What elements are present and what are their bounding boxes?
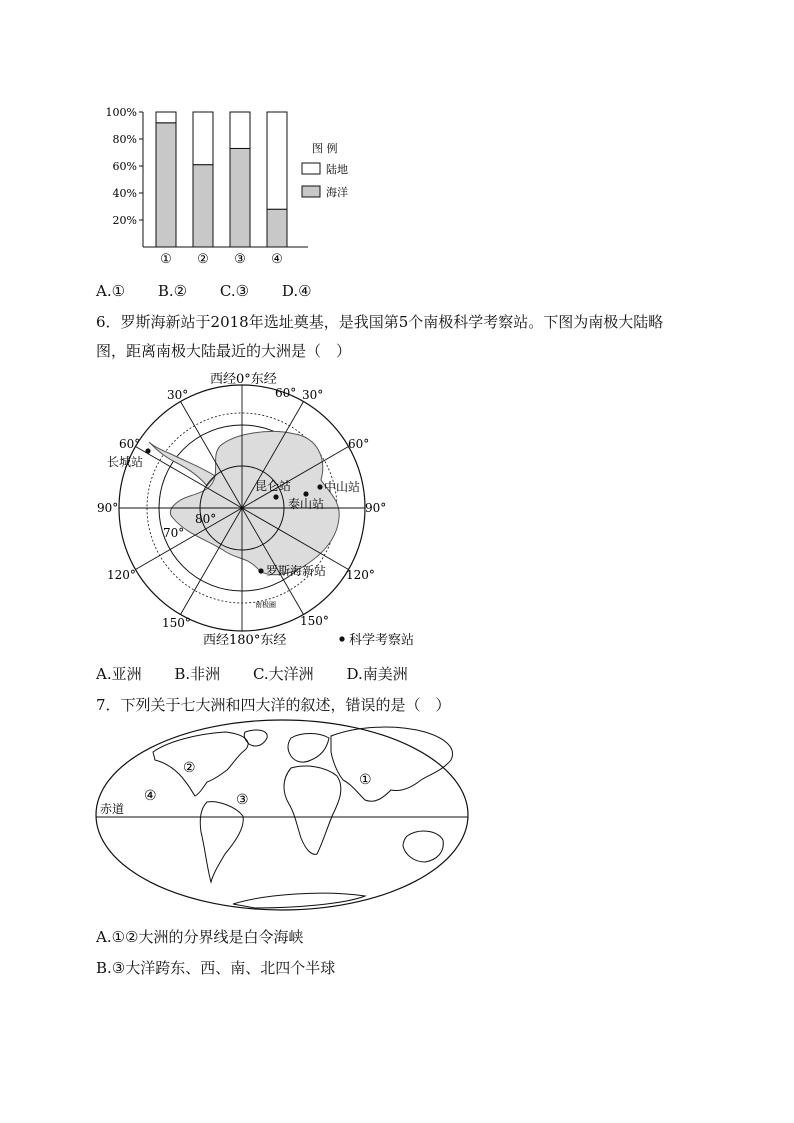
bar-land-4 bbox=[267, 112, 287, 209]
station-rossnew-dot bbox=[258, 568, 263, 573]
q5-options bbox=[96, 282, 340, 300]
q7-option-a[interactable]: A.①②大洲的分界线是白令海峡 bbox=[96, 928, 304, 946]
legend-land-label: 陆地 bbox=[326, 163, 348, 176]
y-tick-label: 60% bbox=[112, 160, 137, 173]
q7-option-b[interactable]: B.③大洋跨东、西、南、北四个半球 bbox=[96, 959, 336, 977]
station-changcheng: 长城站 bbox=[107, 455, 144, 469]
q5-option-d[interactable]: D.④ bbox=[281, 282, 312, 300]
lat-80-label: 80° bbox=[195, 512, 217, 526]
lat-70-label: 70° bbox=[163, 526, 185, 540]
deg-90-left: 90° bbox=[97, 501, 119, 515]
legend-title: 图 例 bbox=[312, 142, 338, 155]
q6-option-c[interactable]: C.大洋洲 bbox=[252, 665, 314, 683]
station-kunlun-dot bbox=[273, 494, 278, 499]
deg-30-left: 30° bbox=[167, 388, 189, 402]
bar-ocean-1 bbox=[156, 123, 176, 247]
station-taishan-dot bbox=[303, 491, 308, 496]
deg-120-left: 120° bbox=[107, 568, 136, 582]
deg-30-right: 30° bbox=[302, 388, 324, 402]
category-label: ① bbox=[160, 252, 172, 267]
station-taishan: 泰山站 bbox=[288, 497, 325, 511]
bar-ocean-3 bbox=[230, 148, 250, 247]
bar-land-3 bbox=[230, 112, 250, 148]
map-bottom-label: 西经180°东经 bbox=[203, 633, 287, 648]
meridians bbox=[119, 385, 365, 631]
antarctica-map bbox=[95, 368, 440, 653]
legend-ocean-label: 海洋 bbox=[326, 186, 348, 199]
deg-60-top: 60° bbox=[275, 386, 297, 400]
bar-land-2 bbox=[193, 112, 213, 165]
station-zhongshan: 中山站 bbox=[324, 480, 361, 494]
q7-stem: 7．下列关于七大洲和四大洋的叙述，错误的是（ ） bbox=[96, 696, 451, 714]
q6-options bbox=[96, 663, 436, 684]
legend-station-dot bbox=[339, 636, 344, 641]
q6-stem-line2: 图，距离南极大陆最近的大洲是（ ） bbox=[96, 342, 352, 360]
bar-land-1 bbox=[156, 112, 176, 123]
antarctic-peninsula bbox=[149, 442, 215, 486]
y-tick-label: 100% bbox=[105, 106, 137, 119]
deg-60-left: 60° bbox=[119, 437, 141, 451]
world-map-outline bbox=[96, 720, 468, 910]
category-label: ④ bbox=[271, 252, 283, 267]
y-tick-label: 80% bbox=[112, 133, 137, 146]
map-label-1: ① bbox=[359, 772, 372, 788]
equator-label: 赤道 bbox=[100, 802, 125, 816]
bar-ocean-2 bbox=[193, 165, 213, 247]
q6-stem-line1: 6．罗斯海新站于2018年选址奠基，是我国第5个南极科学考察站。下图为南极大陆略 bbox=[96, 313, 664, 331]
station-zhongshan-dot bbox=[317, 484, 322, 489]
q6-option-b[interactable]: B.非洲 bbox=[174, 665, 221, 683]
ocean-land-bar-chart bbox=[90, 100, 370, 270]
antarctic-circle-label: 南极圈 bbox=[255, 601, 276, 609]
q5-option-b[interactable]: B.② bbox=[157, 282, 188, 300]
q5-option-c[interactable]: C.③ bbox=[219, 282, 250, 300]
q6-option-a[interactable]: A.亚洲 bbox=[96, 665, 142, 683]
category-label: ③ bbox=[234, 252, 246, 267]
map-label-3: ③ bbox=[236, 792, 249, 808]
deg-150-left: 150° bbox=[162, 616, 191, 630]
q5-option-a[interactable]: A.① bbox=[96, 282, 126, 300]
deg-150-right: 150° bbox=[300, 614, 329, 628]
deg-60-right: 60° bbox=[348, 437, 370, 451]
legend-land-swatch bbox=[302, 163, 320, 174]
station-changcheng-dot bbox=[145, 448, 150, 453]
deg-120-right: 120° bbox=[346, 568, 375, 582]
legend-ocean-swatch bbox=[302, 186, 320, 197]
station-rossnew: 罗斯海新站 bbox=[266, 564, 327, 578]
bar-ocean-4 bbox=[267, 209, 287, 247]
category-label: ② bbox=[197, 252, 209, 267]
map-label-2: ② bbox=[183, 760, 196, 776]
map-label-4: ④ bbox=[144, 788, 157, 804]
station-kunlun: 昆仑站 bbox=[255, 479, 292, 493]
q6-option-d[interactable]: D.南美洲 bbox=[346, 665, 408, 683]
map-top-label: 西经0°东经 bbox=[210, 372, 277, 387]
y-tick-label: 40% bbox=[112, 187, 137, 200]
deg-90-right: 90° bbox=[365, 501, 387, 515]
y-tick-label: 20% bbox=[112, 214, 137, 227]
legend-station-label: 科学考察站 bbox=[349, 633, 415, 648]
world-map bbox=[95, 718, 475, 914]
